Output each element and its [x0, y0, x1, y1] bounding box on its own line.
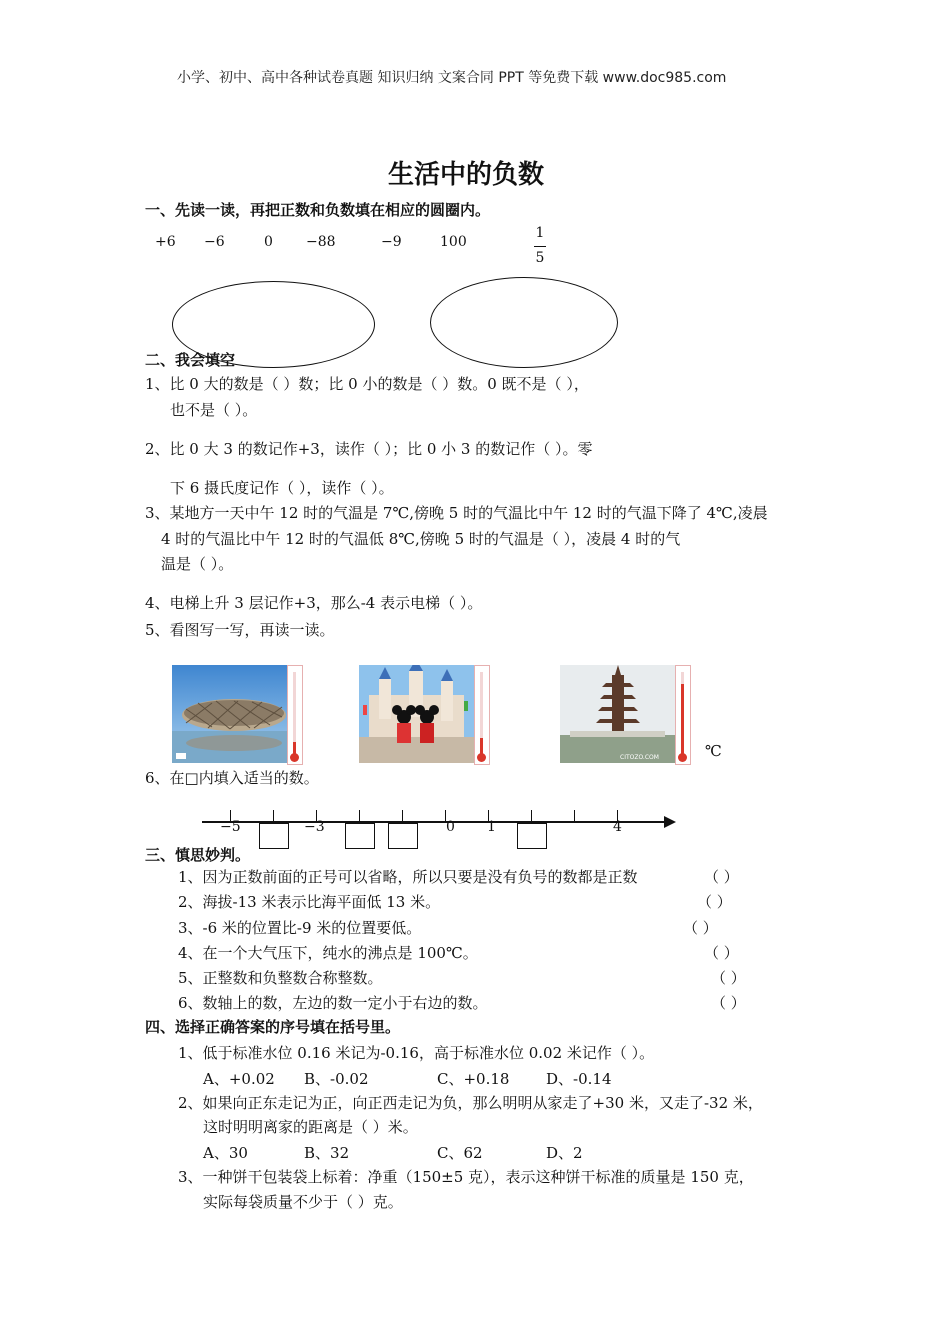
- numberline-label-4: 4: [613, 819, 622, 835]
- q2-3-line2: 4 时的气温比中午 12 时的气温低 8℃,傍晚 5 时的气温是（ ），凌晨 4 时的气: [161, 530, 681, 548]
- q2-3-line3: 温是（ ）。: [161, 555, 234, 573]
- judge-answer-3[interactable]: （ ）: [683, 919, 718, 937]
- numberline-answer-box-2[interactable]: [345, 823, 375, 849]
- number-minus88: −88: [306, 234, 336, 250]
- tick: [574, 810, 575, 822]
- positive-number-circle[interactable]: [172, 281, 375, 368]
- choice-q2-option-a[interactable]: A、30: [203, 1144, 248, 1162]
- choice-q1: 1、低于标准水位 0.16 米记为-0.16，高于标准水位 0.02 米记作（ ）。: [178, 1044, 655, 1062]
- judge-item-1: 1、因为正数前面的正号可以省略，所以只要是没有负号的数都是正数: [178, 868, 638, 886]
- q2-1-line2: 也不是（ ）。: [170, 401, 258, 419]
- celsius-unit: ℃: [705, 742, 722, 760]
- section3-heading: 三、慎思妙判。: [145, 846, 251, 864]
- q2-1-line1: 1、比 0 大的数是（ ）数；比 0 小的数是（ ）数。0 既不是（ ），: [145, 375, 589, 393]
- choice-q2-option-d[interactable]: D、2: [546, 1144, 583, 1162]
- judge-item-5: 5、正整数和负整数合称整数。: [178, 969, 383, 987]
- numberline-answer-box-1[interactable]: [259, 823, 289, 849]
- numberline-label-1: 1: [487, 819, 496, 835]
- photo-watermark: CITOZO.COM: [620, 754, 659, 761]
- choice-q2-line1: 2、如果向正东走记为正，向正西走记为负，那么明明从家走了+30 米，又走了-32 米，: [178, 1094, 763, 1112]
- tick: [273, 810, 274, 822]
- numberline-label-0: 0: [446, 819, 455, 835]
- number-minus6: −6: [204, 234, 225, 250]
- choice-q2-option-c[interactable]: C、62: [437, 1144, 483, 1162]
- number-line-arrow: [664, 816, 676, 828]
- tick: [359, 810, 360, 822]
- fraction-numerator: 1: [535, 225, 545, 241]
- section1-heading: 一、先读一读，再把正数和负数填在相应的圆圈内。: [145, 201, 491, 219]
- numberline-label-minus3: −3: [304, 819, 325, 835]
- number-plus6: +6: [155, 234, 176, 250]
- judge-answer-2[interactable]: （ ）: [697, 893, 732, 911]
- q2-5: 5、看图写一写，再读一读。: [145, 621, 335, 639]
- numberline-label-minus5: −5: [220, 819, 241, 835]
- birds-nest-stadium-photo: [172, 665, 287, 763]
- negative-number-circle[interactable]: [430, 277, 618, 368]
- number-100: 100: [440, 234, 467, 250]
- judge-item-6: 6、数轴上的数，左边的数一定小于右边的数。: [178, 994, 488, 1012]
- number-zero: 0: [264, 234, 273, 250]
- section4-heading: 四、选择正确答案的序号填在括号里。: [145, 1018, 401, 1036]
- fraction-denominator: 5: [535, 250, 545, 266]
- judge-answer-4[interactable]: （ ）: [704, 944, 739, 962]
- pagoda-photo: [560, 665, 675, 763]
- judge-answer-1[interactable]: （ ）: [704, 868, 739, 886]
- choice-q2-line2: 这时明明离家的距离是（ ）米。: [203, 1118, 418, 1136]
- fraction-bar: [534, 246, 546, 247]
- page-header: 小学、初中、高中各种试卷真题 知识归纳 文案合同 PPT 等免费下载 www.doc985.com: [177, 70, 727, 86]
- choice-q1-option-a[interactable]: A、+0.02: [203, 1070, 275, 1088]
- choice-q1-option-d[interactable]: D、-0.14: [546, 1070, 612, 1088]
- judge-item-3: 3、-6 米的位置比-9 米的位置要低。: [178, 919, 422, 937]
- number-minus9: −9: [381, 234, 402, 250]
- tick: [531, 810, 532, 822]
- numberline-answer-box-4[interactable]: [517, 823, 547, 849]
- q2-2-line2: 下 6 摄氏度记作（ ），读作（ ）。: [170, 479, 394, 497]
- q2-2-line1: 2、比 0 大 3 的数记作+3，读作（ ）；比 0 小 3 的数记作（ ）。零: [145, 440, 593, 458]
- choice-q3-line2: 实际每袋质量不少于（ ）克。: [203, 1193, 403, 1211]
- judge-answer-5[interactable]: （ ）: [711, 969, 746, 987]
- judge-item-4: 4、在一个大气压下，纯水的沸点是 100℃。: [178, 944, 478, 962]
- thermometer-1: [287, 665, 303, 765]
- choice-q1-option-c[interactable]: C、+0.18: [437, 1070, 510, 1088]
- tick: [402, 810, 403, 822]
- choice-q1-option-b[interactable]: B、-0.02: [304, 1070, 369, 1088]
- choice-q2-option-b[interactable]: B、32: [304, 1144, 350, 1162]
- section2-heading: 二、我会填空: [145, 351, 236, 369]
- judge-answer-6[interactable]: （ ）: [711, 994, 746, 1012]
- thermometer-3: [675, 665, 691, 765]
- q2-6: 6、在□内填入适当的数。: [145, 769, 319, 787]
- q2-3-line1: 3、某地方一天中午 12 时的气温是 7℃,傍晚 5 时的气温比中午 12 时的气温下降了 4℃,凌晨: [145, 504, 768, 522]
- thermometer-2: [474, 665, 490, 765]
- choice-q3-line1: 3、一种饼干包装袋上标着：净重（150±5 克），表示这种饼干标准的质量是 150 克，: [178, 1168, 754, 1186]
- judge-item-2: 2、海拔-13 米表示比海平面低 13 米。: [178, 893, 441, 911]
- q2-4: 4、电梯上升 3 层记作+3，那么-4 表示电梯（ ）。: [145, 594, 483, 612]
- page-title: 生活中的负数: [388, 160, 545, 190]
- numberline-answer-box-3[interactable]: [388, 823, 418, 849]
- castle-with-mickey-minnie-photo: [359, 665, 474, 763]
